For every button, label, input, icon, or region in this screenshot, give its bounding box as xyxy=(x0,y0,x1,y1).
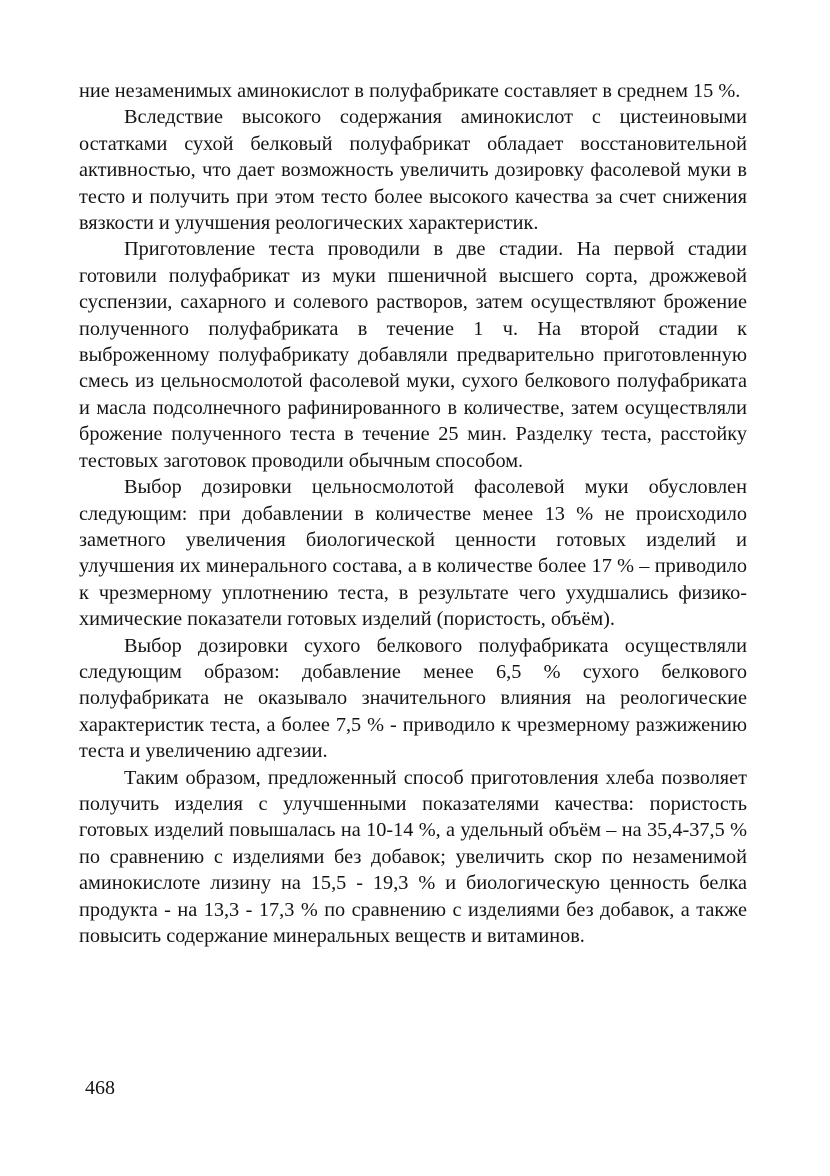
paragraph-protein-dosage: Выбор дозировки сухого белкового полуфабриката осуществляли следующим образом: добавление менее 6,5 % сухого белкового полуфабриката не оказывало значительного влияния на реологические характеристик теста, а более 7,5 % - приводило к чрезмерному разжижению теста и увеличению адгезии. xyxy=(79,634,747,763)
paragraph-reducing-activity: Вследствие высокого содержания аминокислот с цистеиновыми остатками сухой белковый полуфабрикат обладает восстановительной активностью, что дает возможность увеличить дозировку фасолевой муки в тесто и получить при этом тесто более высокого качества за счет снижения вязкости и улучшения реологических характеристик. xyxy=(79,106,747,235)
paragraph-bean-flour-dosage: Выбор дозировки цельносмолотой фасолевой муки обусловлен следующим: при добавлении в количестве менее 13 % не происходило заметного увеличения биологической ценности готовых изделий и улучшения их минерального состава, а в количестве более 17 % – приводило к чрезмерному уплотнению теста, в результате чего ухудшались физико-химические показатели готовых изделий (пористость, объём). xyxy=(79,476,747,631)
paragraph-dough-preparation: Приготовление теста проводили в две стадии. На первой стадии готовили полуфабрикат из муки пшеничной высшего сорта, дрожжевой суспензии, сахарного и солевого растворов, затем осуществляют брожение полученного полуфабриката в течение 1 ч. На второй стадии к выброженному полуфабрикату добавляли предварительно приготовленную смесь из цельносмолотой фасолевой муки, сухого белкового полуфабриката и масла подсолнечного рафинированного в количестве, затем осуществляли брожение полученного теста в течение 25 мин. Разделку теста, расстойку тестовых заготовок проводили обычным способом. xyxy=(79,238,747,472)
body-text xyxy=(79,78,747,949)
paragraph-continuation: ние незаменимых аминокислот в полуфабрикате составляет в среднем 15 %. xyxy=(79,80,741,102)
page-number: 468 xyxy=(85,1077,115,1099)
paragraph-conclusion: Таким образом, предложенный способ приготовления хлеба позволяет получить изделия с улучшенными показателями качества: пористость готовых изделий повышалась на 10-14 %, а удельный объём – на 35,4-37,5 % по сравнению с изделиями без добавок; увеличить скор по незаменимой аминокислоте лизину на 15,5 - 19,3 % и биологическую ценность белка продукта - на 13,3 - 17,3 % по сравнению с изделиями без добавок, а также повысить содержание минеральных веществ и витаминов. xyxy=(79,766,747,947)
